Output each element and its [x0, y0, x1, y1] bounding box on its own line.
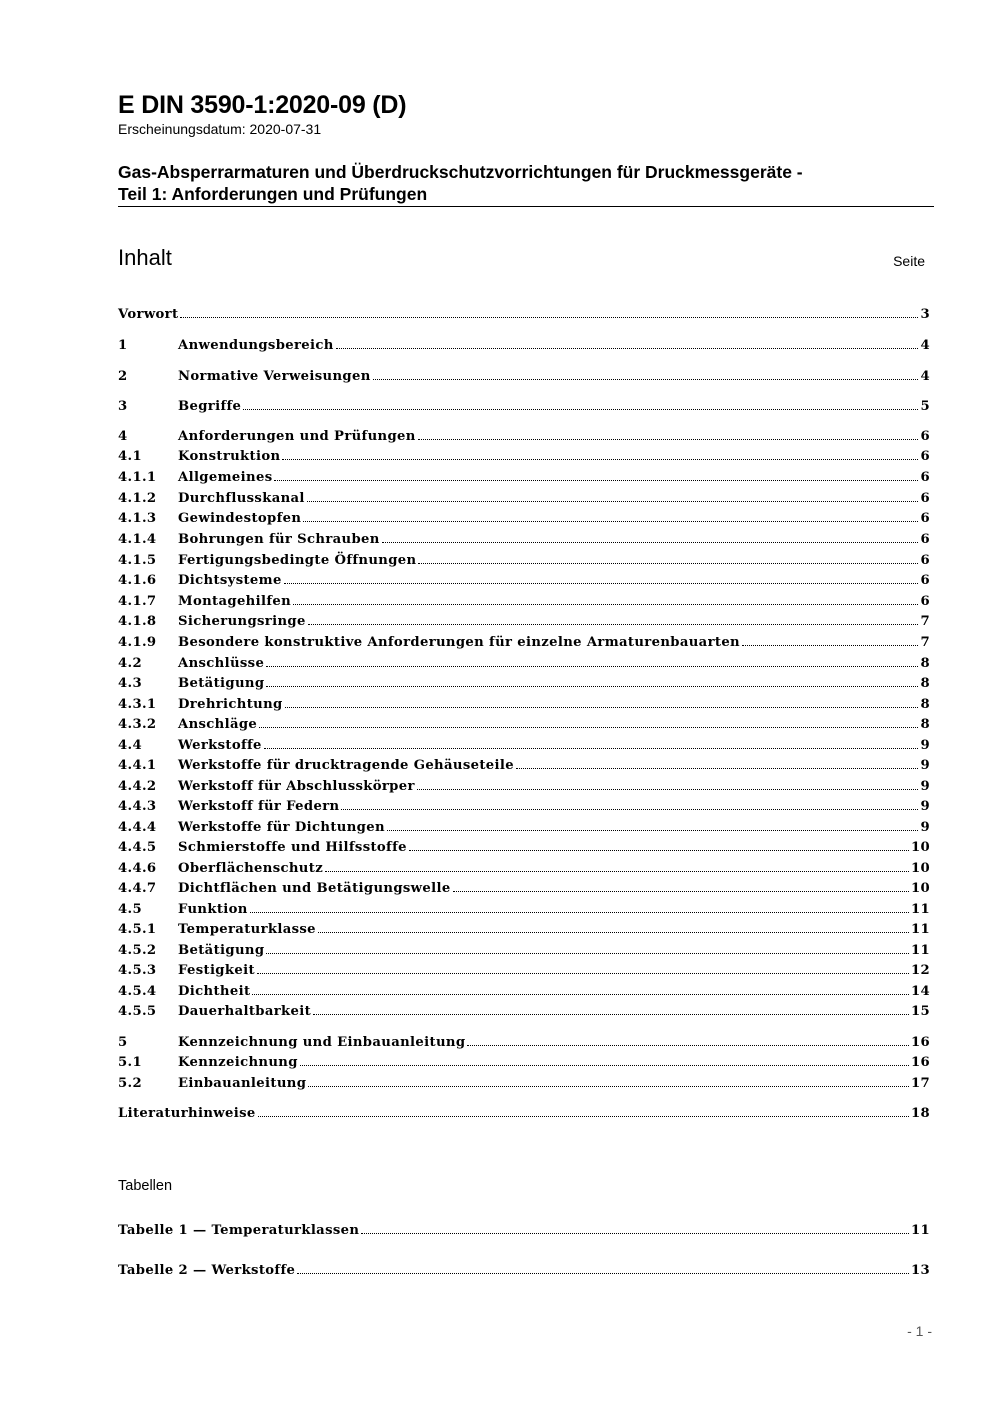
- toc-entry-page: 11: [910, 922, 930, 937]
- toc-entry[interactable]: [118, 1218, 930, 1238]
- toc-entry[interactable]: [118, 302, 930, 322]
- page-number: - 1 -: [907, 1323, 932, 1339]
- dot-leader: [325, 870, 909, 872]
- toc-entry-title: Oberflächenschutz: [178, 861, 324, 876]
- toc-entry-number: 4.1.8: [118, 614, 157, 629]
- toc-entry[interactable]: [118, 979, 930, 999]
- toc-entry-number: 4.1.7: [118, 594, 157, 609]
- toc-entry[interactable]: [118, 712, 930, 732]
- toc-entry[interactable]: [118, 958, 930, 978]
- title-divider: [118, 206, 934, 207]
- toc-entry[interactable]: [118, 589, 930, 609]
- toc-entry-number: 4.1.1: [118, 470, 157, 485]
- dot-leader: [282, 458, 918, 460]
- toc-entry-page: 6: [920, 491, 930, 506]
- toc-entry-title: Literaturhinweise: [118, 1106, 256, 1121]
- toc-entry-page: 11: [910, 943, 930, 958]
- dot-leader: [266, 952, 909, 954]
- dot-leader: [257, 972, 909, 974]
- toc-entry-title: Dichtsysteme: [178, 573, 282, 588]
- toc-entry[interactable]: [118, 671, 930, 691]
- toc-entry-title: Konstruktion: [178, 449, 281, 464]
- toc-entry-page: 6: [920, 449, 930, 464]
- toc-entry-page: 10: [910, 861, 930, 876]
- toc-entry[interactable]: [118, 1258, 930, 1278]
- toc-entry-title: Drehrichtung: [178, 697, 283, 712]
- toc-entry-title: Betätigung: [178, 676, 265, 691]
- dot-leader: [313, 1013, 909, 1015]
- toc-entry[interactable]: [118, 917, 930, 937]
- toc-entry-title: Vorwort: [118, 307, 179, 322]
- document-title-line-2: Teil 1: Anforderungen und Prüfungen: [118, 184, 428, 204]
- toc-entry-page: 13: [910, 1263, 930, 1278]
- toc-entry-number: 4.3.1: [118, 697, 157, 712]
- toc-entry-title: Dauerhaltbarkeit: [178, 1004, 312, 1019]
- toc-entry-page: 17: [910, 1076, 930, 1091]
- toc-entry-number: 4.4.2: [118, 779, 157, 794]
- toc-entry[interactable]: [118, 609, 930, 629]
- toc-entry-page: 9: [920, 758, 930, 773]
- dot-leader: [266, 685, 918, 687]
- toc-entry[interactable]: [118, 733, 930, 753]
- dot-leader: [417, 788, 919, 790]
- dot-leader: [308, 1085, 909, 1087]
- dot-leader: [250, 911, 909, 913]
- toc-entry-page: 18: [910, 1106, 930, 1121]
- dot-leader: [303, 520, 918, 522]
- dot-leader: [418, 562, 918, 564]
- toc-entry-page: 10: [910, 881, 930, 896]
- toc-entry-number: 4.4.1: [118, 758, 157, 773]
- dot-leader: [387, 829, 919, 831]
- toc-entry[interactable]: [118, 486, 930, 506]
- toc-entry-page: 9: [920, 799, 930, 814]
- document-id: E DIN 3590-1:2020-09 (D): [118, 91, 407, 119]
- toc-entry-title: Festigkeit: [178, 963, 255, 978]
- dot-leader: [467, 1044, 909, 1046]
- toc-entry-title: Durchflusskanal: [178, 491, 305, 506]
- dot-leader: [266, 665, 918, 667]
- toc-entry-page: 8: [920, 676, 930, 691]
- dot-leader: [264, 747, 919, 749]
- dot-leader: [516, 767, 918, 769]
- toc-entry-page: 9: [920, 779, 930, 794]
- toc-entry[interactable]: [118, 815, 930, 835]
- toc-entry-number: 4.5.2: [118, 943, 157, 958]
- toc-entry-number: 4.5.4: [118, 984, 157, 999]
- toc-entry-number: 2: [118, 369, 128, 384]
- toc-entry-title: Allgemeines: [178, 470, 273, 485]
- toc-entry-page: 11: [910, 902, 930, 917]
- toc-entry[interactable]: [118, 1101, 930, 1121]
- toc-entry-number: 4.4: [118, 738, 142, 753]
- toc-entry[interactable]: [118, 856, 930, 876]
- toc-entry-title: Anschläge: [178, 717, 258, 732]
- toc-entry-page: 8: [920, 656, 930, 671]
- toc-entry-number: 1: [118, 338, 128, 353]
- toc-entry[interactable]: [118, 548, 930, 568]
- toc-entry-number: 4.1.9: [118, 635, 157, 650]
- toc-entry[interactable]: [118, 1071, 930, 1091]
- toc-entry[interactable]: [118, 1050, 930, 1070]
- toc-entry-number: 4.4.3: [118, 799, 157, 814]
- toc-entry[interactable]: [118, 794, 930, 814]
- toc-entry-page: 4: [920, 369, 930, 384]
- toc-entry[interactable]: [118, 876, 930, 896]
- toc-entry-page: 7: [920, 635, 930, 650]
- toc-entry-page: 6: [920, 429, 930, 444]
- toc-entry-number: 4.4.6: [118, 861, 157, 876]
- toc-entry[interactable]: [118, 333, 930, 353]
- toc-entry-title: Werkstoff für Abschlusskörper: [178, 779, 415, 794]
- toc-entry-title: Anwendungsbereich: [178, 338, 334, 353]
- toc-entry[interactable]: [118, 465, 930, 485]
- dot-leader: [318, 931, 909, 933]
- toc-entry-number: 4.1.6: [118, 573, 157, 588]
- dot-leader: [361, 1232, 909, 1234]
- toc-entry-title: Begriffe: [178, 399, 242, 414]
- toc-entry-page: 8: [920, 717, 930, 732]
- toc-entry-number: 4.4.7: [118, 881, 157, 896]
- toc-entry-page: 10: [910, 840, 930, 855]
- toc-entry-page: 8: [920, 697, 930, 712]
- toc-entry[interactable]: [118, 999, 930, 1019]
- toc-entry-number: 4.1.5: [118, 553, 157, 568]
- toc-entry-page: 9: [920, 820, 930, 835]
- dot-leader: [252, 993, 909, 995]
- toc-entry-page: 6: [920, 511, 930, 526]
- toc-entry-number: 4.2: [118, 656, 142, 671]
- toc-entry-page: 12: [910, 963, 930, 978]
- toc-entry-title: Anschlüsse: [178, 656, 265, 671]
- dot-leader: [418, 438, 919, 440]
- document-title: [118, 161, 938, 205]
- dot-leader: [373, 378, 919, 380]
- toc-entry-title: Besondere konstruktive Anforderungen für einzelne Armaturenbauarten: [178, 635, 740, 650]
- toc-entry-number: 4.1.2: [118, 491, 157, 506]
- toc-entry-title: Fertigungsbedingte Öffnungen: [178, 553, 417, 568]
- toc-entry[interactable]: [118, 835, 930, 855]
- dot-leader: [336, 347, 919, 349]
- toc-entry-title: Werkstoffe für drucktragende Gehäuseteile: [178, 758, 514, 773]
- dot-leader: [180, 316, 918, 318]
- document-title-line-1: Gas-Absperrarmaturen und Überdruckschutzvorrichtungen für Druckmessgeräte -: [118, 162, 803, 182]
- dot-leader: [742, 644, 918, 646]
- dot-leader: [307, 500, 919, 502]
- toc-entry-title: Schmierstoffe und Hilfsstoffe: [178, 840, 407, 855]
- dot-leader: [300, 1064, 909, 1066]
- toc-entry-number: 5: [118, 1035, 128, 1050]
- toc-entry-title: Dichtflächen und Betätigungswelle: [178, 881, 451, 896]
- toc-entry-page: 6: [920, 553, 930, 568]
- dot-leader: [285, 706, 919, 708]
- toc-entry-page: 7: [920, 614, 930, 629]
- toc-entry[interactable]: [118, 364, 930, 384]
- toc-entry-page: 3: [920, 307, 930, 322]
- toc-entry[interactable]: [118, 897, 930, 917]
- toc-entry-number: 4.4.4: [118, 820, 157, 835]
- toc-entry-title: Sicherungsringe: [178, 614, 306, 629]
- toc-entry-number: 4.1.4: [118, 532, 157, 547]
- toc-entry-page: 11: [910, 1223, 930, 1238]
- toc-entry-number: 5.2: [118, 1076, 142, 1091]
- dot-leader: [341, 808, 918, 810]
- toc-entry-page: 6: [920, 594, 930, 609]
- toc-entry[interactable]: [118, 692, 930, 712]
- toc-entry-page: 4: [920, 338, 930, 353]
- toc-entry-title: Tabelle 1 — Temperaturklassen: [118, 1223, 360, 1238]
- toc-entry-title: Kennzeichnung: [178, 1055, 298, 1070]
- toc-entry-page: 15: [910, 1004, 930, 1019]
- toc-entry-number: 4.3.2: [118, 717, 157, 732]
- toc-entry-title: Anforderungen und Prüfungen: [178, 429, 416, 444]
- toc-entry[interactable]: [118, 506, 930, 526]
- toc-entry-page: 9: [920, 738, 930, 753]
- toc-entry-page: 6: [920, 573, 930, 588]
- toc-entry-page: 14: [910, 984, 930, 999]
- toc-entry-number: 5.1: [118, 1055, 142, 1070]
- toc-entry-title: Bohrungen für Schrauben: [178, 532, 380, 547]
- toc-entry-title: Kennzeichnung und Einbauanleitung: [178, 1035, 466, 1050]
- toc-entry-title: Einbauanleitung: [178, 1076, 307, 1091]
- toc-entry-title: Betätigung: [178, 943, 265, 958]
- toc-entry[interactable]: [118, 394, 930, 414]
- dot-leader: [308, 623, 919, 625]
- toc-entry-title: Werkstoffe für Dichtungen: [178, 820, 385, 835]
- toc-entry-title: Gewindestopfen: [178, 511, 302, 526]
- toc-entry-number: 4.1.3: [118, 511, 157, 526]
- toc-entry-page: 16: [910, 1055, 930, 1070]
- toc-entry-title: Werkstoff für Federn: [178, 799, 340, 814]
- toc-entry-number: 4.5.1: [118, 922, 157, 937]
- toc-entry[interactable]: [118, 527, 930, 547]
- toc-entry-number: 4.4.5: [118, 840, 157, 855]
- dot-leader: [409, 849, 909, 851]
- toc-entry-title: Tabelle 2 — Werkstoffe: [118, 1263, 296, 1278]
- toc-entry[interactable]: [118, 444, 930, 464]
- toc-entry-number: 4.3: [118, 676, 142, 691]
- toc-entry-page: 6: [920, 470, 930, 485]
- tables-heading: Tabellen: [118, 1178, 173, 1194]
- toc-entry-number: 4.5: [118, 902, 142, 917]
- toc-entry-title: Normative Verweisungen: [178, 369, 371, 384]
- toc-entry-page: 5: [920, 399, 930, 414]
- toc-entry-title: Temperaturklasse: [178, 922, 316, 937]
- dot-leader: [382, 541, 919, 543]
- toc-entry-number: 4.5.3: [118, 963, 157, 978]
- toc-entry[interactable]: [118, 1030, 930, 1050]
- toc-entry[interactable]: [118, 568, 930, 588]
- toc-entry[interactable]: [118, 651, 930, 671]
- toc-entry[interactable]: [118, 774, 930, 794]
- dot-leader: [297, 1272, 909, 1274]
- toc-entry-number: 3: [118, 399, 128, 414]
- toc-entry[interactable]: [118, 630, 930, 650]
- toc-entry-title: Montagehilfen: [178, 594, 292, 609]
- toc-entry-number: 4.1: [118, 449, 142, 464]
- dot-leader: [274, 479, 918, 481]
- dot-leader: [293, 603, 918, 605]
- toc-entry-number: 4: [118, 429, 128, 444]
- toc-entry-page: 16: [910, 1035, 930, 1050]
- dot-leader: [243, 408, 918, 410]
- dot-leader: [284, 582, 919, 584]
- toc-entry[interactable]: [118, 938, 930, 958]
- toc-entry[interactable]: [118, 753, 930, 773]
- dot-leader: [258, 1115, 909, 1117]
- toc-entry-title: Funktion: [178, 902, 248, 917]
- toc-entry-title: Werkstoffe: [178, 738, 262, 753]
- toc-entry-title: Dichtheit: [178, 984, 251, 999]
- toc-heading: Inhalt: [118, 245, 172, 270]
- toc-entry[interactable]: [118, 424, 930, 444]
- publication-date: Erscheinungsdatum: 2020-07-31: [118, 121, 322, 137]
- toc-entry-page: 6: [920, 532, 930, 547]
- toc-page-column-label: Seite: [893, 253, 925, 269]
- toc-entry-number: 4.5.5: [118, 1004, 157, 1019]
- dot-leader: [453, 890, 909, 892]
- dot-leader: [259, 726, 918, 728]
